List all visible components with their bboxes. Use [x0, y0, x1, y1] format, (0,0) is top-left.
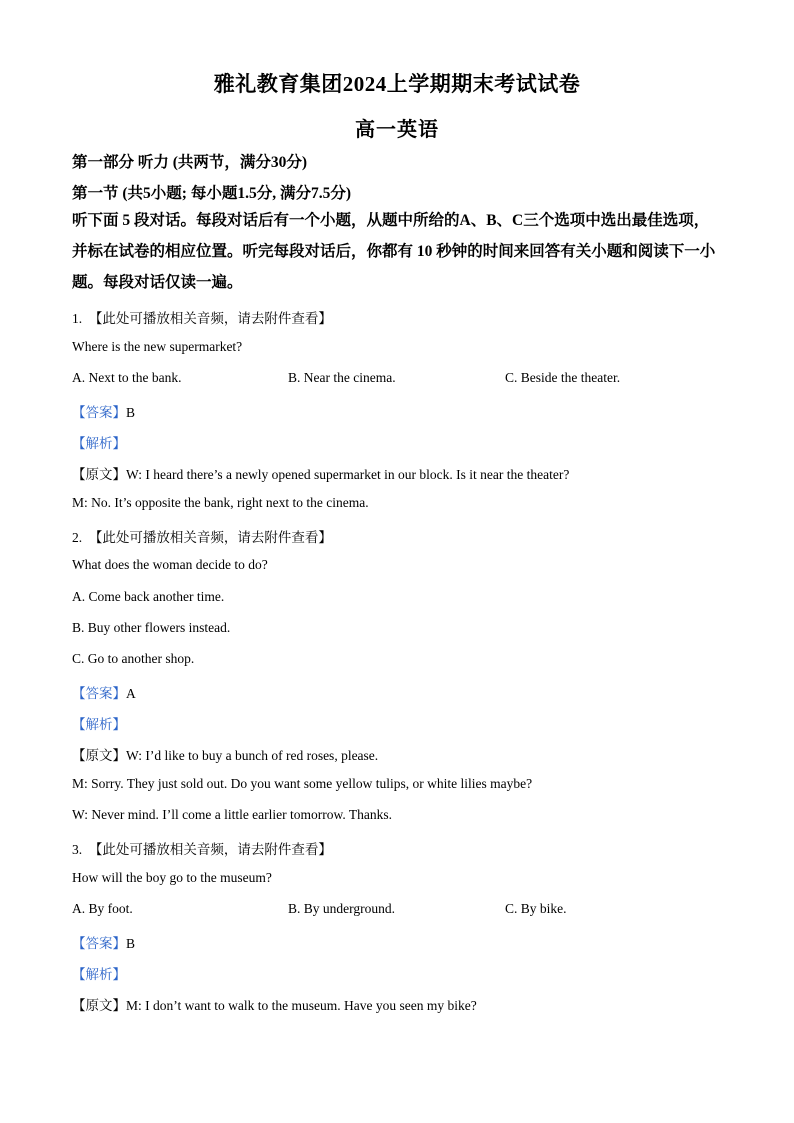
analysis-label: 【解析】 — [72, 436, 126, 451]
option-a: A. Next to the bank. — [72, 370, 182, 385]
part-heading: 第一部分 听力 (共两节，满分30分) — [72, 154, 308, 171]
transcript-line — [72, 463, 569, 483]
question-2-text: What does the woman decide to do? — [72, 557, 268, 572]
exam-subtitle: 高一英语 — [355, 119, 439, 141]
question-number: 2. — [72, 530, 83, 545]
section-heading: 第一节 (共5小题; 每小题1.5分, 满分7.5分) — [72, 185, 351, 202]
answer-line — [72, 932, 135, 952]
analysis-line — [72, 713, 126, 733]
analysis-line — [72, 432, 126, 452]
option-a: A. Come back another time. — [72, 589, 225, 604]
transcript-line: M: No. It’s opposite the bank, right next to the cinema. — [72, 495, 369, 510]
original-label: 【原文】 — [72, 748, 126, 763]
option-a: A. By foot. — [72, 901, 133, 916]
answer-line — [72, 401, 135, 421]
answer-label: 【答案】 — [72, 936, 126, 951]
question-1-text: Where is the new supermarket? — [72, 339, 243, 354]
transcript-text: W: I heard there’s a newly opened supermarket in our block. Is it near the theater? — [126, 467, 570, 482]
question-3-text: How will the boy go to the museum? — [72, 870, 272, 885]
option-b: B. Buy other flowers instead. — [72, 620, 231, 635]
transcript-line: W: Never mind. I’ll come a little earlier tomorrow. Thanks. — [72, 807, 393, 822]
answer-label: 【答案】 — [72, 686, 126, 701]
analysis-label: 【解析】 — [72, 967, 126, 982]
option-c: C. By bike. — [505, 901, 567, 916]
option-b: B. Near the cinema. — [288, 370, 396, 385]
question-number: 1. — [72, 311, 83, 326]
instructions: 听下面 5 段对话。每段对话后有一个小题，从题中所给的A、B、C三个选项中选出最佳选项，并标在试卷的相应位置。听完每段对话后，你都有 10 秒钟的时间来回答有关小题和阅读下一小题。每段对话仅读一遍。 — [72, 212, 716, 291]
analysis-line — [72, 963, 126, 983]
question-1-header — [72, 307, 332, 327]
audio-note[interactable]: 【此处可播放相关音频，请去附件查看】 — [88, 842, 332, 857]
question-2-header — [72, 526, 332, 546]
option-b: B. By underground. — [288, 901, 395, 916]
question-3-header — [72, 838, 332, 858]
answer-value: A — [126, 686, 136, 701]
transcript-line — [72, 994, 477, 1014]
option-c: C. Beside the theater. — [505, 370, 621, 385]
transcript-text: W: I’d like to buy a bunch of red roses, please. — [126, 748, 379, 763]
exam-title: 雅礼教育集团2024上学期期末考试试卷 — [213, 72, 581, 96]
answer-value: B — [126, 405, 136, 420]
answer-value: B — [126, 936, 136, 951]
original-label: 【原文】 — [72, 998, 126, 1013]
transcript-line — [72, 744, 378, 764]
original-label: 【原文】 — [72, 467, 126, 482]
transcript-line: M: Sorry. They just sold out. Do you want some yellow tulips, or white lilies maybe? — [72, 776, 533, 791]
audio-note[interactable]: 【此处可播放相关音频，请去附件查看】 — [88, 311, 332, 326]
question-number: 3. — [72, 842, 83, 857]
analysis-label: 【解析】 — [72, 717, 126, 732]
audio-note[interactable]: 【此处可播放相关音频，请去附件查看】 — [88, 530, 332, 545]
transcript-text: M: I don’t want to walk to the museum. Have you seen my bike? — [126, 998, 477, 1013]
option-c: C. Go to another shop. — [72, 651, 195, 666]
answer-label: 【答案】 — [72, 405, 126, 420]
answer-line — [72, 682, 136, 702]
